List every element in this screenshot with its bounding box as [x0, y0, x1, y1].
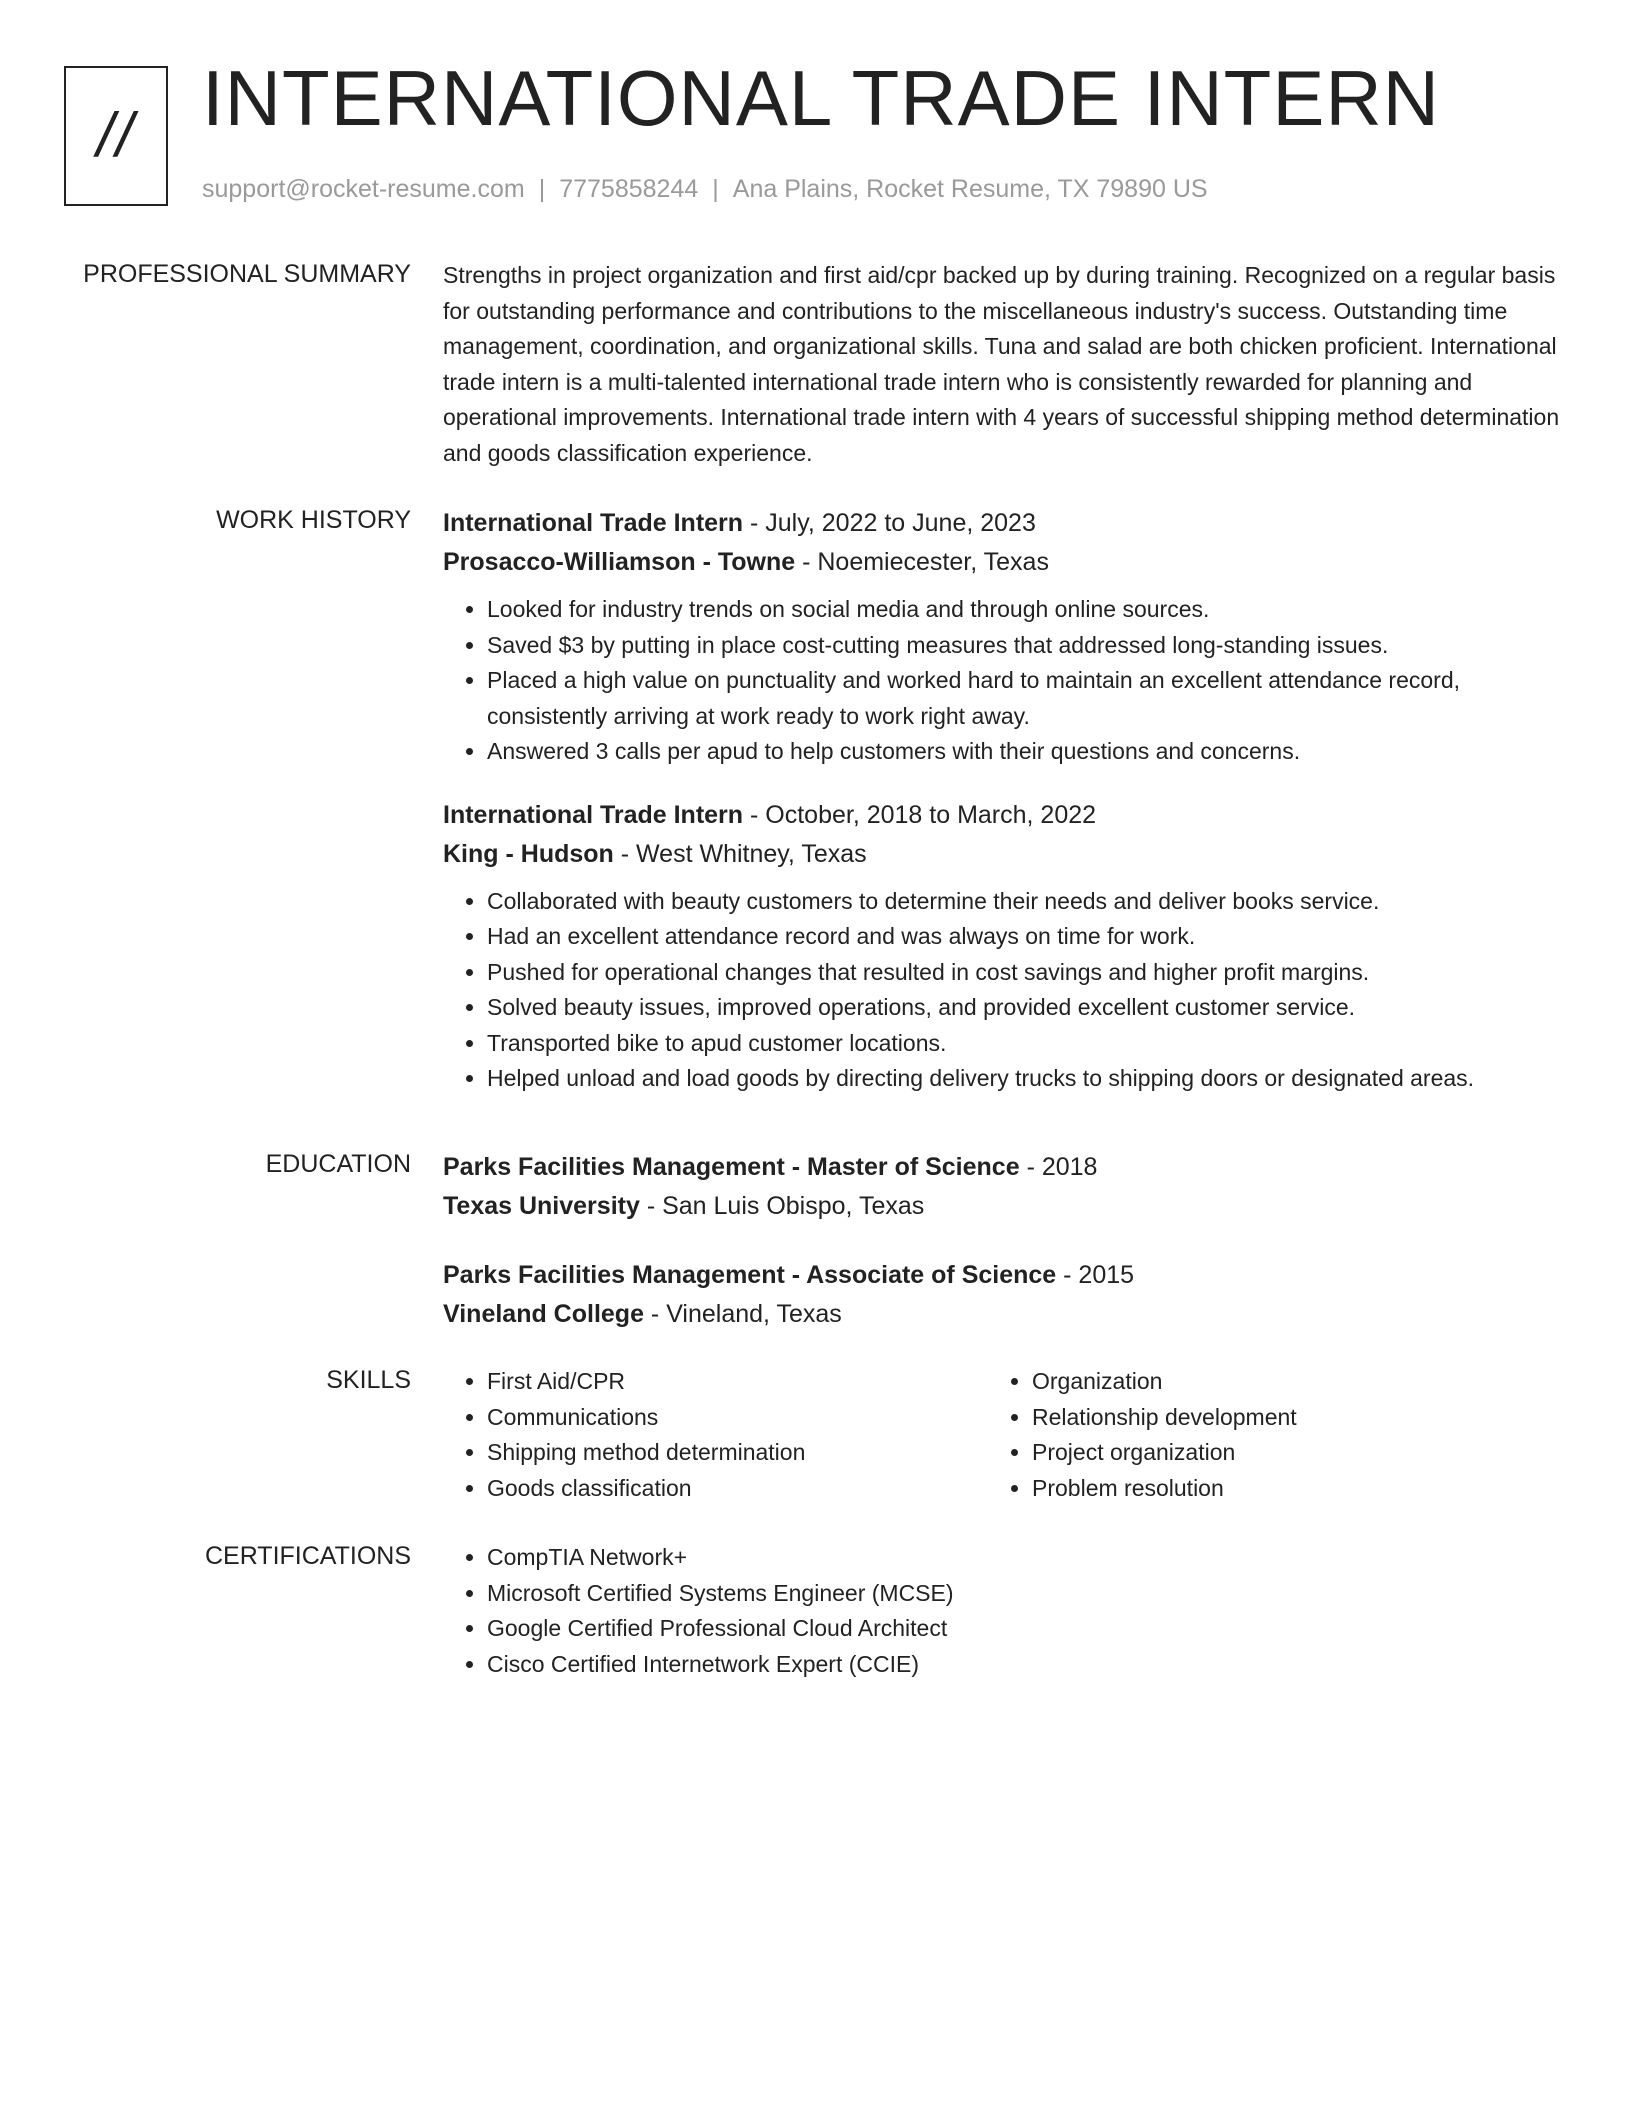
education-degree-line — [443, 1148, 1563, 1187]
list-item: • Relationship development — [1032, 1400, 1533, 1436]
education-degree: Parks Facilities Management - Associate of Science — [443, 1261, 1057, 1289]
work-history-body — [443, 504, 1563, 1097]
skills-body — [443, 1364, 1563, 1506]
section-label-summary: PROFESSIONAL SUMMARY — [83, 260, 411, 288]
list-item: • Transported bike to apud customer locations. — [487, 1026, 1563, 1062]
job-company-line — [443, 543, 1563, 582]
list-item: • Google Certified Professional Cloud Architect — [487, 1611, 1563, 1647]
summary-body — [443, 258, 1563, 471]
education-school: Texas University — [443, 1192, 640, 1220]
monogram-text: // — [96, 101, 136, 170]
skills-column-right — [988, 1364, 1533, 1506]
section-label-skills: SKILLS — [326, 1366, 411, 1394]
contact-address: Ana Plains, Rocket Resume, TX 79890 US — [732, 175, 1208, 203]
list-item: • Answered 3 calls per apud to help customers with their questions and concerns. — [487, 734, 1563, 770]
education-entry — [443, 1256, 1563, 1334]
job-entry — [443, 796, 1563, 1097]
job-location: - West Whitney, Texas — [613, 839, 867, 868]
job-title-line — [443, 504, 1563, 543]
skills-list-right — [988, 1364, 1533, 1506]
list-item: • Solved beauty issues, improved operations, and provided excellent customer service. — [487, 990, 1563, 1026]
list-item: • Pushed for operational changes that resulted in cost savings and higher profit margins. — [487, 955, 1563, 991]
list-item: • Collaborated with beauty customers to determine their needs and deliver books service. — [487, 884, 1563, 920]
job-dates: - July, 2022 to June, 2023 — [743, 509, 1036, 537]
list-item: • Helped unload and load goods by directing delivery trucks to shipping doors or designated areas. — [487, 1061, 1563, 1097]
section-label-work-history: WORK HISTORY — [216, 506, 411, 534]
education-year: - 2015 — [1056, 1261, 1135, 1289]
list-item: • Problem resolution — [1032, 1471, 1533, 1507]
skills-grid — [443, 1364, 1563, 1506]
education-school-line — [443, 1295, 1563, 1334]
list-item: • Saved $3 by putting in place cost-cutting measures that addressed long-standing issues. — [487, 628, 1563, 664]
job-bullets — [443, 884, 1563, 1097]
job-dates: - October, 2018 to March, 2022 — [743, 800, 1097, 829]
list-item: • Placed a high value on punctuality and worked hard to maintain an excellent attendance record, consistently arriving at work ready to work right away. — [487, 663, 1563, 734]
job-title: International Trade Intern — [443, 800, 744, 829]
job-company: King - Hudson — [443, 839, 614, 868]
monogram-logo — [64, 66, 168, 206]
list-item: • Communications — [487, 1400, 988, 1436]
summary-text: Strengths in project organization and first aid/cpr backed up by during training. Recognized on a regular basis for outstanding performance and contributions to the miscellaneous industry's success. Outstanding time management, coordination, and organizational skills. Tuna and salad are both chicken proficient. International trade intern is a multi-talented international trade intern who is consistently rewarded for planning and operational improvements. International trade intern with 4 years of successful shipping method determination and goods classification experience. — [443, 262, 1560, 466]
list-item: • Shipping method determination — [487, 1435, 988, 1471]
education-school: Vineland College — [443, 1300, 644, 1328]
education-location: - Vineland, Texas — [643, 1300, 842, 1328]
education-location: - San Luis Obispo, Texas — [639, 1192, 925, 1220]
list-item: • Project organization — [1032, 1435, 1533, 1471]
job-company-line — [443, 835, 1563, 874]
contact-email: support@rocket-resume.com — [202, 175, 525, 203]
list-item: • Looked for industry trends on social media and through online sources. — [487, 592, 1563, 628]
education-school-line — [443, 1187, 1563, 1226]
skills-column-left — [443, 1364, 988, 1506]
education-degree: Parks Facilities Management - Master of Science — [443, 1153, 1020, 1181]
job-title: International Trade Intern — [443, 509, 744, 537]
job-bullets — [443, 592, 1563, 770]
list-item: • First Aid/CPR — [487, 1364, 988, 1400]
section-label-education: EDUCATION — [265, 1150, 411, 1178]
education-body — [443, 1148, 1563, 1334]
education-entry — [443, 1148, 1563, 1226]
job-entry — [443, 504, 1563, 770]
contact-separator: | — [538, 175, 546, 203]
certifications-list — [443, 1540, 1563, 1682]
job-location: - Noemiecester, Texas — [795, 548, 1049, 576]
job-title-line — [443, 796, 1563, 835]
skills-list-left — [443, 1364, 988, 1506]
list-item: • Microsoft Certified Systems Engineer (MCSE) — [487, 1576, 1563, 1612]
list-item: • Goods classification — [487, 1471, 988, 1507]
contact-separator: | — [712, 175, 719, 203]
job-company: Prosacco-Williamson - Towne — [443, 548, 796, 576]
certifications-body — [443, 1540, 1563, 1682]
list-item: • Organization — [1032, 1364, 1533, 1400]
section-label-certifications: CERTIFICATIONS — [204, 1542, 411, 1570]
resume-title: INTERNATIONAL TRADE INTERN — [202, 54, 1441, 142]
contact-phone: 7775858244 — [559, 175, 699, 203]
list-item: • Had an excellent attendance record and was always on time for work. — [487, 919, 1563, 955]
list-item: • CompTIA Network+ — [487, 1540, 1563, 1576]
education-year: - 2018 — [1019, 1153, 1098, 1181]
contact-line — [202, 174, 1208, 204]
education-degree-line — [443, 1256, 1563, 1295]
list-item: • Cisco Certified Internetwork Expert (CCIE) — [487, 1647, 1563, 1683]
